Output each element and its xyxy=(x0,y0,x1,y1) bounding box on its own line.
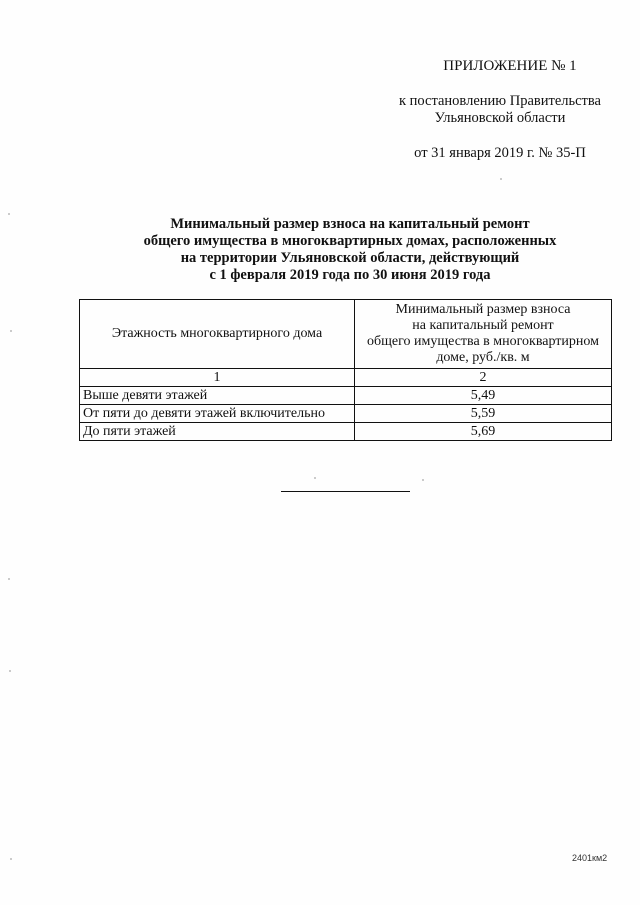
floors-label: Выше девяти этажей xyxy=(80,387,355,405)
column-number-row xyxy=(80,369,612,387)
rate-value: 5,69 xyxy=(355,423,612,441)
appendix-title: ПРИЛОЖЕНИЕ № 1 xyxy=(443,58,577,74)
scan-speck xyxy=(9,670,11,672)
floors-label: До пяти этажей xyxy=(80,423,355,441)
table-header-row xyxy=(80,300,612,369)
table-row xyxy=(80,387,612,405)
rate-value: 5,49 xyxy=(355,387,612,405)
document-title-line: Минимальный размер взноса на капитальный ремонт xyxy=(170,216,530,232)
scan-speck xyxy=(8,578,10,580)
appendix-block xyxy=(380,58,620,162)
document-title-line: на территории Ульяновской области, действующий xyxy=(180,250,520,266)
header-rate-line: доме, руб./кв. м xyxy=(436,350,530,365)
table-row xyxy=(80,423,612,441)
column-number: 1 xyxy=(80,369,355,387)
header-floors: Этажность многоквартирного дома xyxy=(80,300,355,369)
appendix-date: от 31 января 2019 г. № 35-П xyxy=(414,145,586,161)
scan-speck xyxy=(10,330,12,332)
header-rate-line: Минимальный размер взноса xyxy=(395,302,571,317)
document-title-line: общего имущества в многоквартирных домах, расположенных xyxy=(143,233,557,249)
scan-speck xyxy=(10,858,12,860)
appendix-reference-line: Ульяновской области xyxy=(434,110,566,126)
header-rate xyxy=(355,300,612,369)
scan-speck xyxy=(422,479,424,481)
header-rate-line: общего имущества в многоквартирном xyxy=(367,334,599,349)
column-number: 2 xyxy=(355,369,612,387)
floors-label: От пяти до девяти этажей включительно xyxy=(80,405,355,423)
appendix-reference xyxy=(380,93,620,127)
scan-speck xyxy=(314,477,316,479)
document-title xyxy=(60,216,640,284)
header-rate-line: на капитальный ремонт xyxy=(412,318,554,333)
appendix-reference-line: к постановлению Правительства xyxy=(399,93,601,109)
rates-table xyxy=(79,299,612,441)
closing-divider xyxy=(281,491,410,492)
document-title-line: с 1 февраля 2019 года по 30 июня 2019 года xyxy=(209,267,491,283)
table-row xyxy=(80,405,612,423)
scan-speck xyxy=(8,213,10,215)
rate-value: 5,59 xyxy=(355,405,612,423)
scan-speck xyxy=(500,178,502,180)
document-code: 2401км2 xyxy=(572,853,608,863)
